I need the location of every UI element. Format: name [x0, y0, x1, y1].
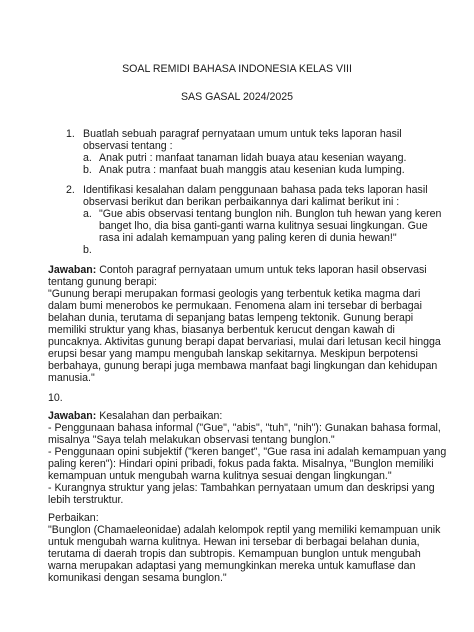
question-2a-label: a. [83, 208, 92, 220]
question-2-line: Identifikasi kesalahan dalam penggunaan bahasa pada teks laporan hasil [83, 184, 428, 196]
answer-2-line: paling keren"): Hindari opini pribadi, fokus pada fakta. Misalnya, "Bunglon memiliki [48, 458, 434, 470]
answer-1-line: "Gunung berapi merupakan formasi geologis yang terbentuk ketika magma dari [48, 288, 421, 300]
answer-1-line: dalam bumi menerobos ke permukaan. Fenomena alam ini tersebar di berbagai [48, 300, 422, 312]
answer-2-paragraph: Jawaban: Kesalahan dan perbaikan: [48, 410, 223, 422]
answer-1-line: puncaknya. Aktivitas gunung berapi dapat bervariasi, mulai dari letusan kecil hingga [48, 336, 441, 348]
answer-1-line: erupsi besar yang mampu mengubah lanskap sekitarnya. Meskipun berpotensi [48, 348, 418, 360]
document-title: SOAL REMIDI BAHASA INDONESIA KELAS VIII [122, 63, 352, 75]
question-2b-label: b. [83, 244, 92, 256]
question-1a-text: Anak putri : manfaat tanaman lidah buaya atau kesenian wayang. [99, 152, 407, 164]
answer-2-line: - Kurangnya struktur yang jelas: Tambahkan pernyataan umum dan deskripsi yang [48, 482, 435, 494]
answer-2-line: misalnya "Saya telah melakukan observasi tentang bunglon." [48, 434, 335, 446]
question-1-line: Buatlah sebuah paragraf pernyataan umum untuk teks laporan hasil [83, 128, 402, 140]
answer-1-line: manusia." [48, 372, 95, 384]
perbaikan-line: warna merupakan adaptasi yang memungkinkan mereka untuk kamuflase dan [48, 560, 416, 572]
answer-2-line: kemampuan untuk mengubah warna kulitnya sesuai dengan lingkungan." [48, 470, 392, 482]
answer-2-line: - Penggunaan opini subjektif ("keren banget", "Gue rasa ini adalah kemampuan yang [48, 446, 447, 458]
perbaikan-line: "Bunglon (Chamaeleonidae) adalah kelompok reptil yang memiliki kemampuan unik [48, 524, 441, 536]
question-2-line: observasi berikut dan berikan perbaikannya dari kalimat berikut ini : [83, 196, 400, 208]
question-2a-text: rasa ini adalah kemampuan yang paling keren di dunia hewan!" [99, 232, 397, 244]
answer-1-line: memiliki struktur yang khas, biasanya berbentuk kerucut dengan kawah di [48, 324, 395, 336]
answer-1-line: berbahaya, gunung berapi juga membawa manfaat bagi lingkungan dan kehidupan [48, 360, 438, 372]
question-1b-label: b. [83, 164, 92, 176]
perbaikan-label: Perbaikan: [48, 512, 99, 524]
answer-1-label: Jawaban: [48, 264, 97, 276]
answer-1-line: tentang gunung berapi: [48, 276, 157, 288]
answer-2-label: Jawaban: [48, 410, 97, 422]
question-1a-label: a. [83, 152, 92, 164]
question-1-line: observasi tentang : [83, 140, 173, 152]
question-2-number: 2. [66, 184, 75, 196]
perbaikan-line: untuk mengubah warna kulitnya. Hewan ini tersebar di berbagai belahan dunia, [48, 536, 420, 548]
answer-1-line: belahan dunia, terutama di sepanjang batas lempeng tektonik. Gunung berapi [48, 312, 414, 324]
question-2a-text: banget lho, dia bisa ganti-ganti warna kulitnya sesuai lingkungan. Gue [99, 220, 428, 232]
perbaikan-line: terutama di daerah tropis dan subtropis. Kemampuan bunglon untuk mengubah [48, 548, 421, 560]
item-number-10: 10. [48, 392, 63, 404]
answer-2-line: - Penggunaan bahasa informal ("Gue", "abis", "tuh", "nih"): Gunakan bahasa formal, [48, 422, 441, 434]
question-1b-text: Anak putra : manfaat buah manggis atau kesenian kuda lumping. [99, 164, 405, 176]
perbaikan-line: komunikasi dengan sesama bunglon." [48, 572, 227, 584]
question-1-number: 1. [66, 128, 75, 140]
question-2a-text: "Gue abis observasi tentang bunglon nih. Bunglon tuh hewan yang keren [99, 208, 442, 220]
document-subtitle: SAS GASAL 2024/2025 [180, 91, 294, 103]
answer-1-paragraph: Jawaban: Contoh paragraf pernyataan umum untuk teks laporan hasil observasi [48, 264, 427, 276]
answer-2-line: lebih terstruktur. [48, 494, 124, 506]
